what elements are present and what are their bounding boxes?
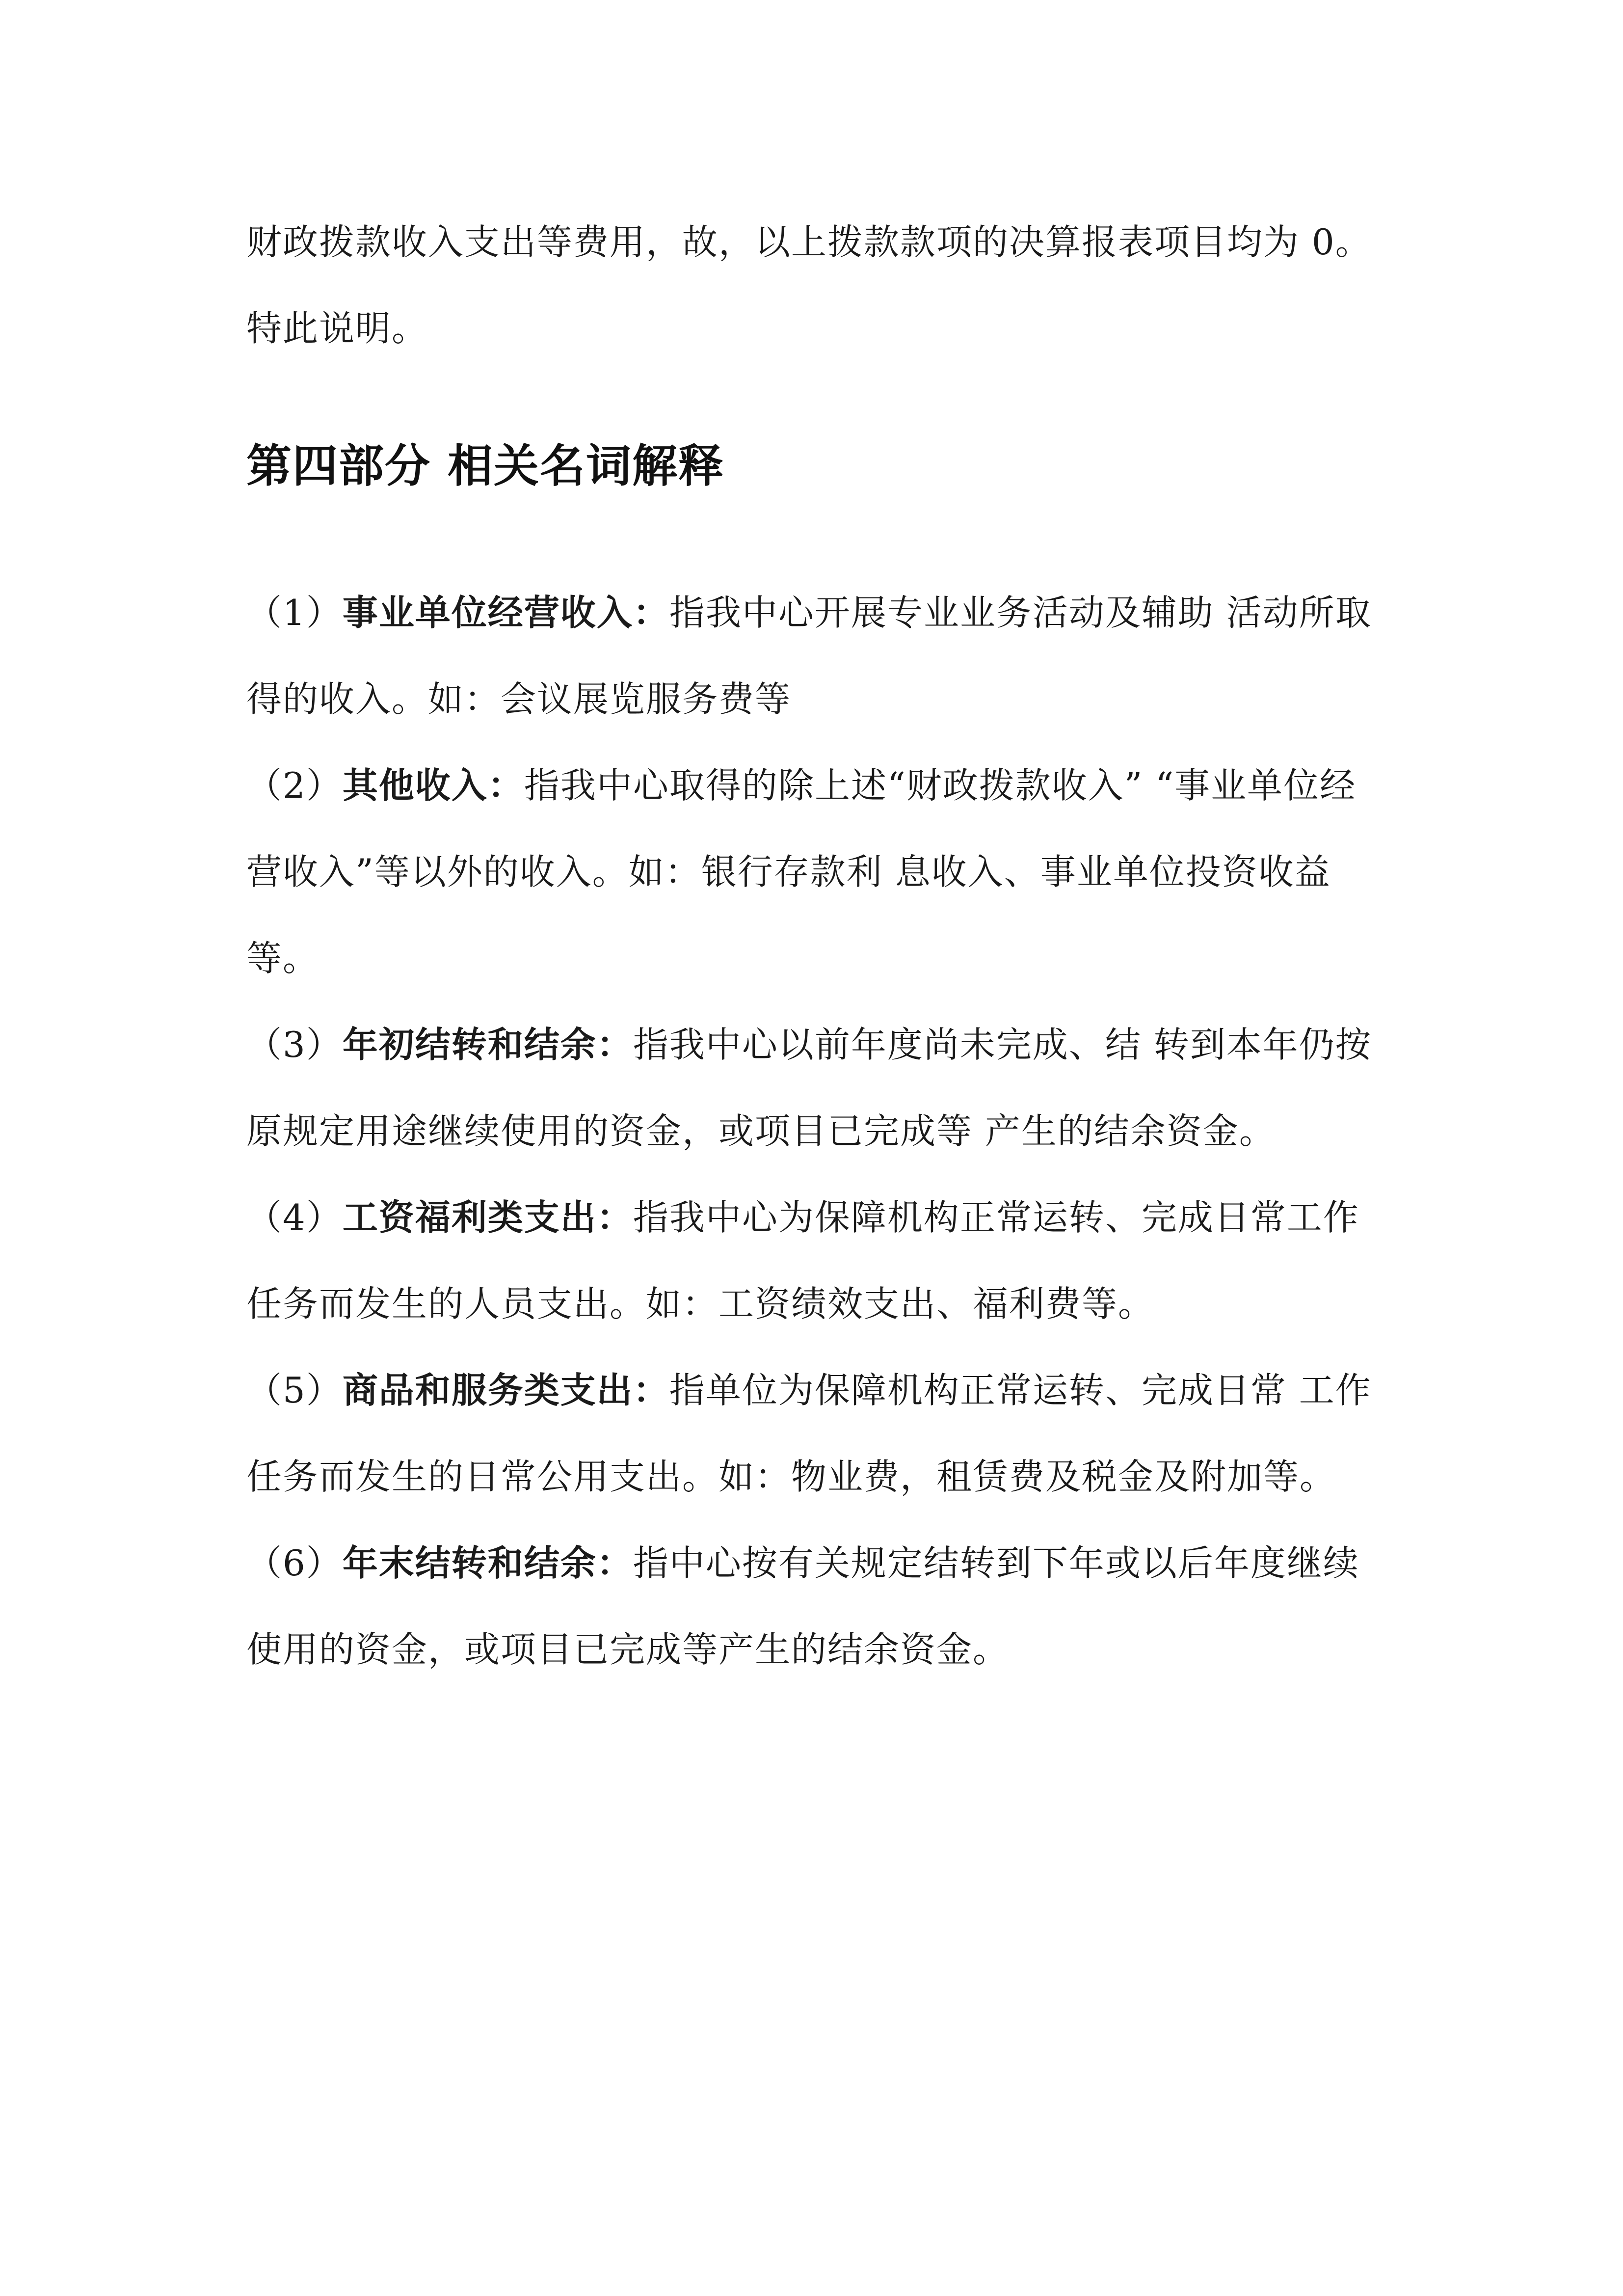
definition-term: 事业单位经营收入 xyxy=(342,592,633,633)
definition-number: （1） xyxy=(246,592,343,633)
intro-line-2: 特此说明。 xyxy=(246,308,428,349)
definition-colon: ： xyxy=(633,592,669,633)
definition-item-5 xyxy=(246,1347,1390,1520)
definition-colon: ： xyxy=(596,1196,633,1238)
definition-term: 其他收入 xyxy=(342,765,488,806)
definition-colon: ： xyxy=(633,1369,669,1411)
definition-text: 指单位为保障机构正常运转、完成日常 工作任务而发生的日常公用支出。如：物业费，租赁费及税金及附加等。 xyxy=(246,1370,1372,1497)
definition-text: 指我中心开展专业业务活动及辅助 活动所取得的收入。如：会议展览服务费等 xyxy=(246,592,1372,720)
definition-item-6 xyxy=(246,1520,1390,1693)
definition-item-1 xyxy=(246,569,1390,742)
section-heading: 第四部分 相关名词解释 xyxy=(246,440,725,492)
definition-term: 年初结转和结余 xyxy=(342,1024,597,1065)
definition-number: （4） xyxy=(246,1197,343,1238)
definition-colon: ： xyxy=(596,1024,633,1065)
definition-item-3 xyxy=(246,1001,1390,1174)
definition-text: 指我中心取得的除上述“财政拨款收入” “事业单位经营收入”等以外的收入。如：银行存款利 息收入、事业单位投资收益等。 xyxy=(246,765,1357,979)
definition-number: （5） xyxy=(246,1370,343,1411)
intro-line-1: 财政拨款收入支出等费用，故，以上拨款款项的决算报表项目均为 0。 xyxy=(246,221,1372,263)
definitions-list xyxy=(246,569,1390,1693)
definition-text: 指我中心以前年度尚未完成、结 转到本年仍按原规定用途继续使用的资金，或项目已完成等 产生的结余资金。 xyxy=(246,1024,1372,1152)
definition-number: （6） xyxy=(246,1542,343,1584)
definition-colon: ： xyxy=(487,764,524,806)
definition-number: （3） xyxy=(246,1024,343,1065)
definition-colon: ： xyxy=(596,1542,633,1584)
definition-number: （2） xyxy=(246,765,343,806)
definition-item-2 xyxy=(246,742,1390,1001)
definition-text: 指中心按有关规定结转到下年或以后年度继续使用的资金，或项目已完成等产生的结余资金。 xyxy=(246,1542,1359,1670)
definition-term: 年末结转和结余 xyxy=(342,1542,597,1584)
intro-paragraph xyxy=(246,199,1390,372)
definition-item-4 xyxy=(246,1174,1390,1347)
definition-text: 指我中心为保障机构正常运转、完成日常工作任务而发生的人员支出。如：工资绩效支出、福利费等。 xyxy=(246,1197,1359,1324)
definition-term: 商品和服务类支出 xyxy=(342,1370,633,1411)
definition-term: 工资福利类支出 xyxy=(342,1197,597,1238)
